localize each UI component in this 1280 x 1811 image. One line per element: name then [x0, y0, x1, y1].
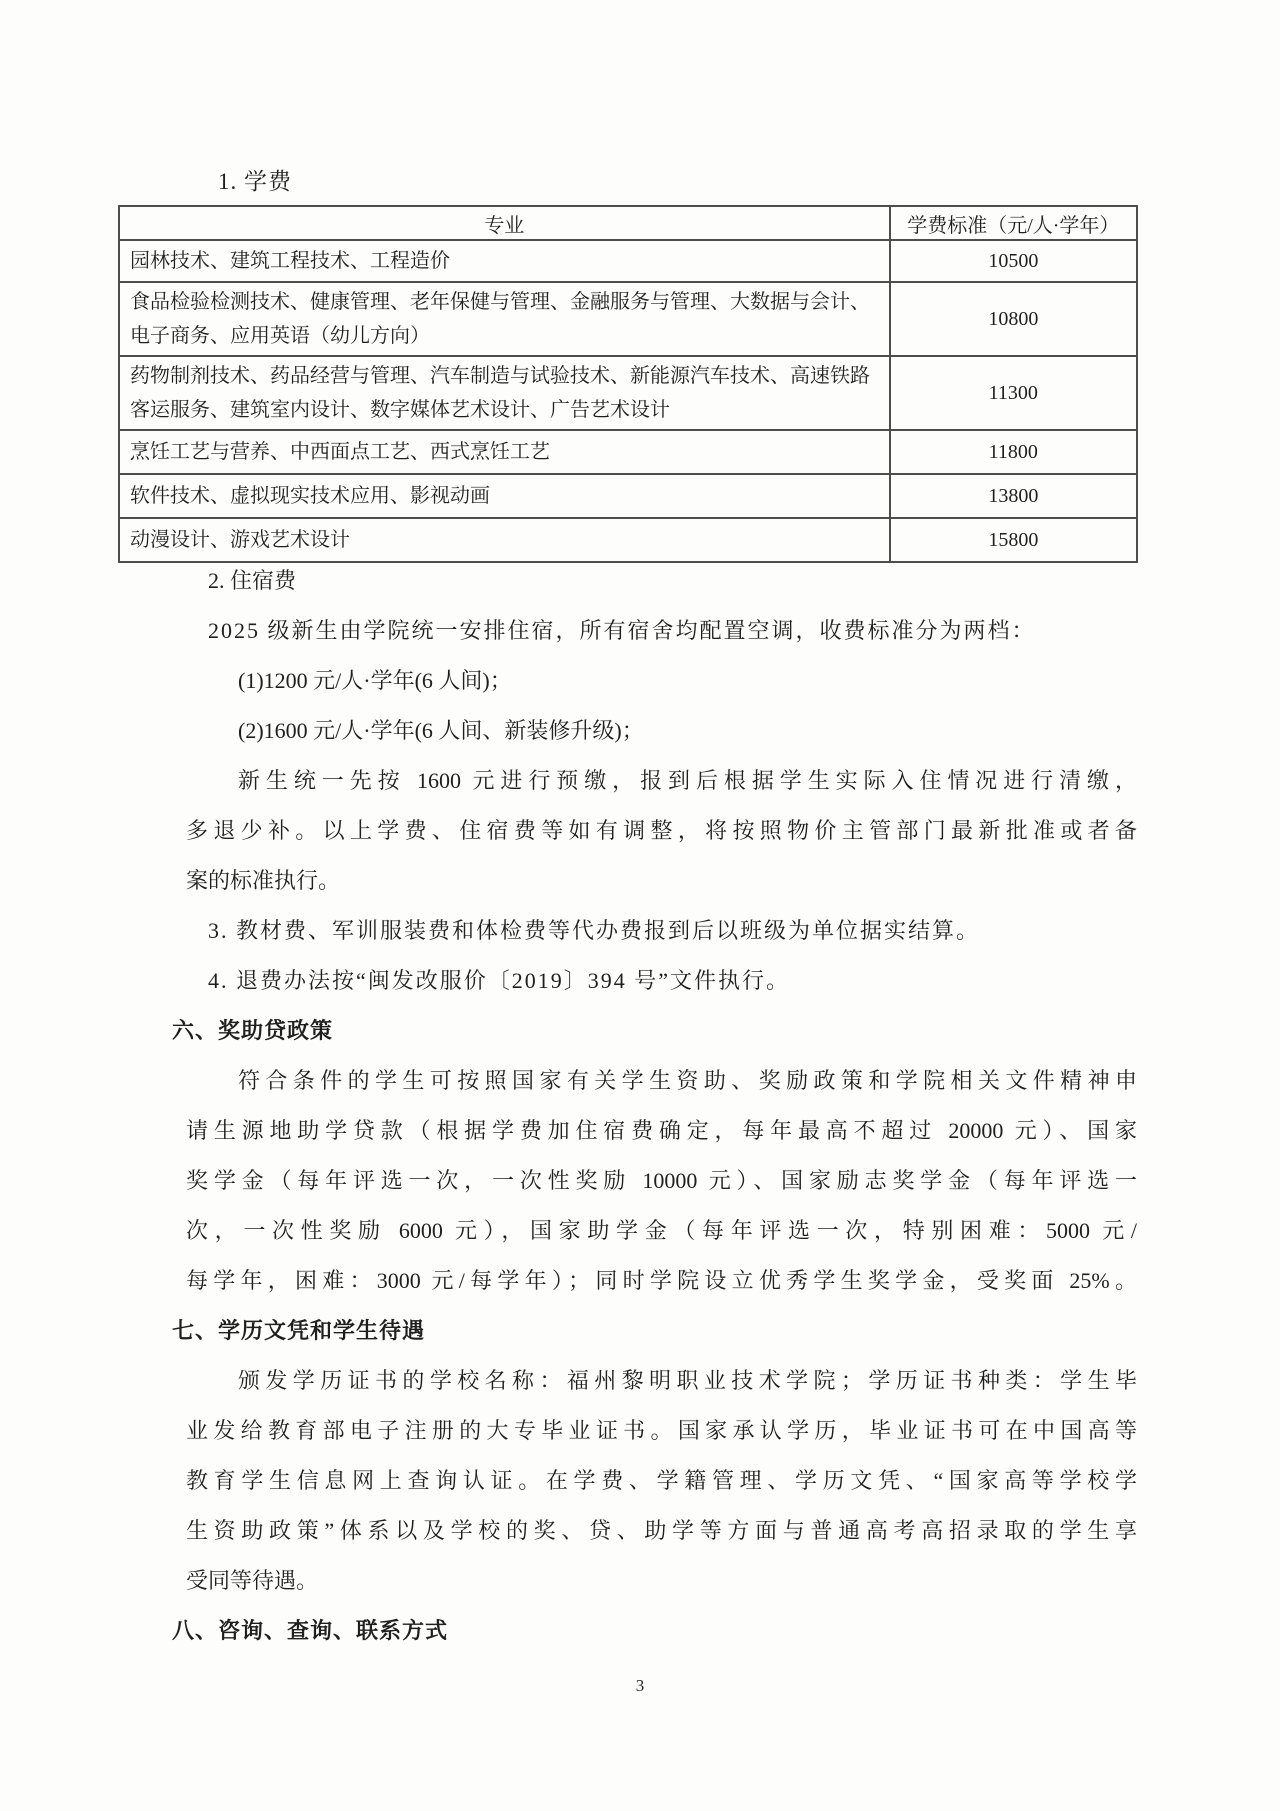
table-row	[119, 430, 1137, 474]
tuition-table	[118, 205, 1138, 563]
text-line: 符合条件的学生可按照国家有关学生资助、奖励政策和学院相关文件精神申	[238, 1068, 1137, 1093]
fee-cell: 10800	[890, 282, 1137, 356]
fee-cell: 11800	[890, 430, 1137, 474]
text-line: 4. 退费办法按“闽发改服价〔2019〕394 号”文件执行。	[208, 968, 791, 993]
text-line: 3. 教材费、军训服装费和体检费等代办费报到后以班级为单位据实结算。	[208, 918, 981, 943]
text-line: 生资助政策”体系以及学校的奖、贷、助学等方面与普通高考高招录取的学生享	[186, 1518, 1137, 1543]
text-line: 业发给教育部电子注册的大专毕业证书。国家承认学历，毕业证书可在中国高等	[186, 1418, 1137, 1443]
section-heading: 七、学历文凭和学生待遇	[172, 1318, 426, 1343]
major-cell: 药物制剂技术、药品经营与管理、汽车制造与试验技术、新能源汽车技术、高速铁路客运服务、建筑室内设计、数字媒体艺术设计、广告艺术设计	[119, 356, 890, 430]
fee-column-header: 学费标准（元/人·学年）	[890, 206, 1137, 240]
major-cell: 烹饪工艺与营养、中西面点工艺、西式烹饪工艺	[119, 430, 890, 474]
major-cell: 软件技术、虚拟现实技术应用、影视动画	[119, 474, 890, 518]
text-line: 2. 住宿费	[208, 568, 297, 593]
document-body	[172, 556, 1137, 1656]
text-line: 受同等待遇。	[186, 1568, 319, 1593]
text-line: 请生源地助学贷款（根据学费加住宿费确定，每年最高不超过 20000 元）、国家	[186, 1118, 1137, 1143]
text-line: (1)1200 元/人·学年(6 人间)；	[238, 668, 512, 693]
tuition-section-title: 1. 学费	[218, 169, 292, 194]
section-heading: 六、奖助贷政策	[172, 1018, 334, 1043]
table-row	[119, 356, 1137, 430]
text-line: 颁发学历证书的学校名称：福州黎明职业技术学院；学历证书种类：学生毕	[238, 1368, 1137, 1393]
text-line: 每学年，困难：3000 元/每学年）；同时学院设立优秀学生奖学金，受奖面 25%。	[186, 1268, 1137, 1293]
major-cell: 食品检验检测技术、健康管理、老年保健与管理、金融服务与管理、大数据与会计、电子商务、应用英语（幼儿方向）	[119, 282, 890, 356]
page-number: 3	[635, 1676, 645, 1695]
tuition-table-header-row	[119, 206, 1137, 240]
text-line: 多退少补。以上学费、住宿费等如有调整，将按照物价主管部门最新批准或者备	[186, 818, 1137, 843]
text-line: (2)1600 元/人·学年(6 人间、新装修升级)；	[238, 718, 644, 743]
table-row	[119, 282, 1137, 356]
fee-cell: 10500	[890, 240, 1137, 282]
table-row	[119, 474, 1137, 518]
major-column-header: 专业	[119, 206, 890, 240]
text-line: 次，一次性奖励 6000 元），国家助学金（每年评选一次，特别困难：5000 元/	[186, 1218, 1137, 1243]
major-cell: 动漫设计、游戏艺术设计	[119, 518, 890, 562]
text-line: 新生统一先按 1600 元进行预缴，报到后根据学生实际入住情况进行清缴，	[238, 768, 1137, 793]
text-line: 教育学生信息网上查询认证。在学费、学籍管理、学历文凭、“国家高等学校学	[186, 1468, 1137, 1493]
fee-cell: 15800	[890, 518, 1137, 562]
table-row	[119, 240, 1137, 282]
text-line: 奖学金（每年评选一次，一次性奖励 10000 元）、国家励志奖学金（每年评选一	[186, 1168, 1137, 1193]
section-heading: 八、咨询、查询、联系方式	[172, 1618, 449, 1643]
text-line: 案的标准执行。	[186, 868, 341, 893]
text-line: 2025 级新生由学院统一安排住宿，所有宿舍均配置空调，收费标准分为两档：	[208, 618, 1036, 643]
major-cell: 园林技术、建筑工程技术、工程造价	[119, 240, 890, 282]
fee-cell: 11300	[890, 356, 1137, 430]
fee-cell: 13800	[890, 474, 1137, 518]
